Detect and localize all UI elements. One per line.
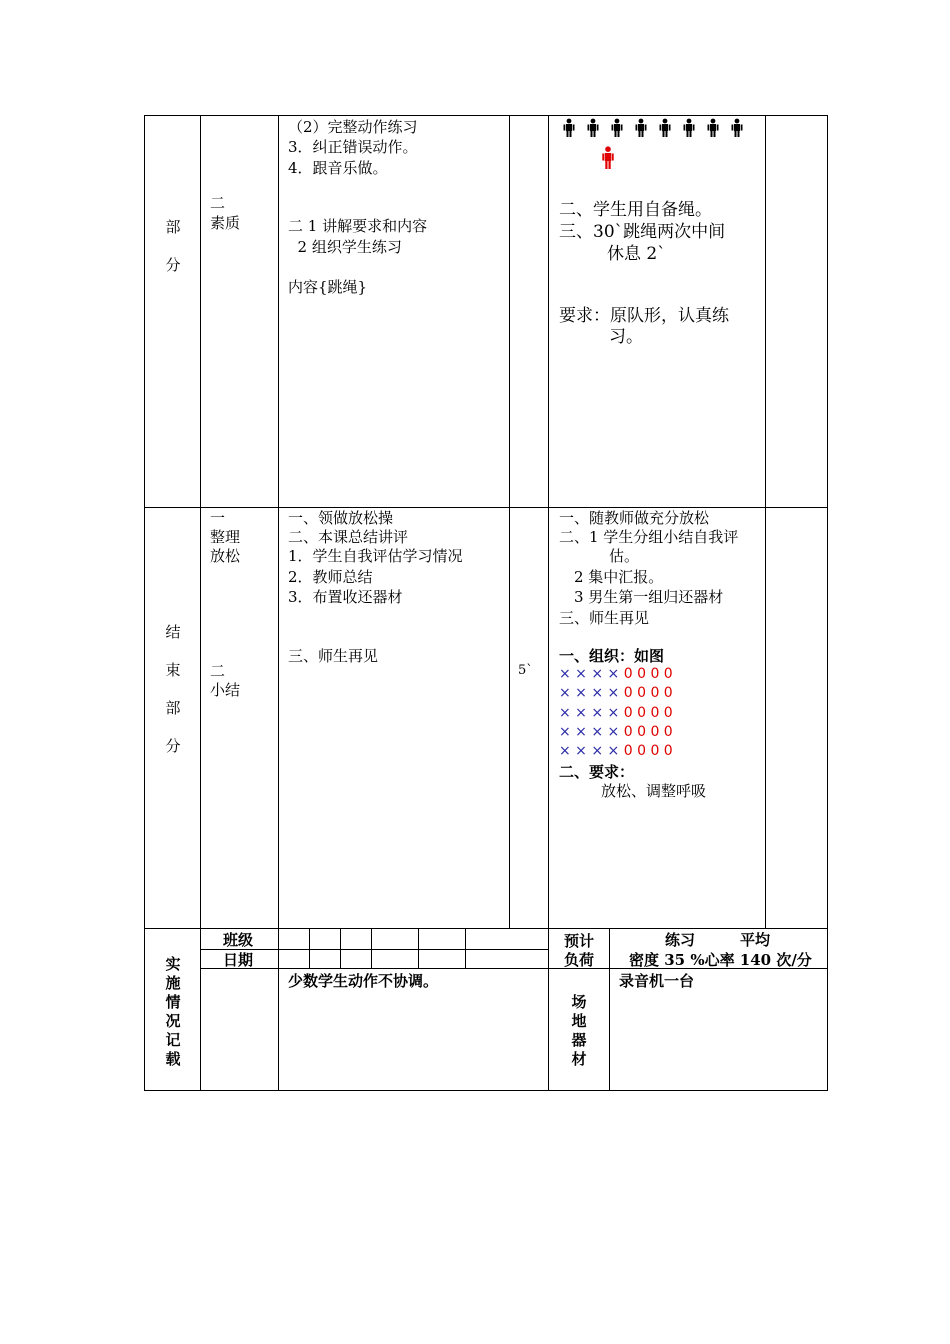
record-label: 实 施 情 况 记 载 <box>165 955 181 1068</box>
person-icon <box>707 118 719 138</box>
person-icon <box>659 118 671 138</box>
class-label: 班级 <box>223 931 254 949</box>
item-number: 二 <box>210 194 226 212</box>
load-label: 预计 <box>564 932 595 950</box>
person-icon <box>635 118 647 138</box>
equipment-value: 录音机一台 <box>619 972 695 990</box>
average-label: 平均 <box>740 931 771 949</box>
part-label-end: 结 束 部 分 <box>165 623 181 755</box>
venue-label: 场 地 器 材 <box>571 993 587 1068</box>
density-heart-rate: 密度 35 %心率 140 次/分 <box>629 951 812 969</box>
practice-label: 练习 <box>665 931 696 949</box>
person-icon <box>683 118 695 138</box>
person-icon <box>563 118 575 138</box>
teacher-icon <box>602 146 614 170</box>
person-icon <box>731 118 743 138</box>
part-label: 部 分 <box>165 218 181 274</box>
implementation-note: 少数学生动作不协调。 <box>288 972 439 990</box>
date-label: 日期 <box>223 951 254 969</box>
person-icon <box>587 118 599 138</box>
item-title: 素质 <box>210 214 241 232</box>
time-value: 5` <box>518 663 533 678</box>
person-icon <box>611 118 623 138</box>
load-label-2: 负荷 <box>564 951 595 969</box>
